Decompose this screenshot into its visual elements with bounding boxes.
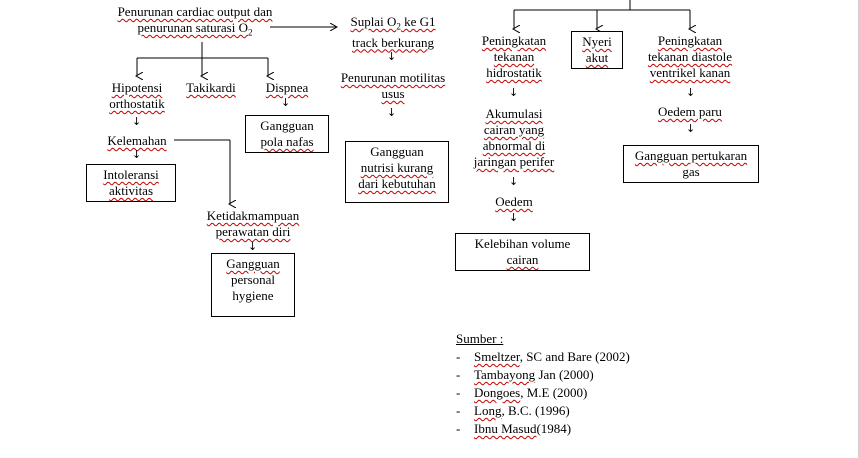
suplai-line1b: ke G1: [400, 14, 436, 29]
nyeri-line2: akut: [585, 50, 609, 65]
arrow-hipotensi-kelemahan: ↓: [132, 115, 142, 128]
source-bullet: -: [456, 385, 461, 400]
hipotensi-line1: Hipotensi: [111, 80, 163, 95]
sources-title: Sumber :: [456, 331, 504, 346]
source-item: [456, 402, 570, 420]
arrow-motilitas-nutrisi: ↓: [387, 106, 397, 119]
node-suplai: [338, 14, 448, 51]
source-detail: , B.C. (1996): [501, 403, 570, 418]
arrow-diastole-oedem-paru: ↓: [686, 86, 696, 99]
source-author: Tambayong: [474, 367, 536, 382]
pola-line2: pola nafas: [260, 134, 314, 149]
suplai-line1a: Suplai O: [350, 14, 397, 29]
nutrisi-line1: Gangguan: [370, 144, 424, 159]
source-item: [456, 384, 587, 402]
diastole-line2: tekanan diastole: [647, 49, 733, 64]
nyeri-line1: Nyeri: [582, 34, 612, 49]
source-item: [456, 348, 630, 366]
arrow-dispnea-pola: ↓: [281, 96, 291, 109]
source-bullet: -: [456, 403, 461, 418]
personal-line3: hygiene: [232, 288, 274, 303]
intoleransi-line2: aktivitas: [108, 183, 154, 198]
akumulasi-line4: jaringan perifer: [473, 154, 555, 169]
node-hipotensi: [97, 80, 177, 112]
cardiac-output-line2: penurunan saturasi O: [137, 20, 248, 35]
pertukaran-line1: Gangguan pertukaran: [634, 148, 748, 163]
diastole-line1: Peningkatan: [657, 33, 723, 48]
node-takikardi: [175, 80, 247, 96]
source-item: [456, 366, 594, 384]
box-gangguan-nutrisi: [345, 141, 449, 203]
source-item: [456, 420, 571, 438]
node-cardiac-output: [96, 4, 294, 41]
motilitas-line1: Penurunan motilitas: [340, 70, 446, 85]
akumulasi-line3: abnormal di: [482, 138, 546, 153]
box-nyeri-akut: [571, 31, 623, 69]
kelebihan-line1: Kelebihan volume: [474, 236, 571, 251]
arrow-hidrostatik-akumulasi: ↓: [509, 86, 519, 99]
source-detail: , M.E (2000): [520, 385, 588, 400]
arrow-kelemahan-intoleransi: ↓: [132, 148, 142, 161]
oedem-label: Oedem: [495, 194, 533, 209]
o2-subscript: 2: [247, 27, 253, 38]
ketidakmampuan-line2: perawatan diri: [215, 224, 291, 239]
node-ketidakmampuan: [188, 208, 318, 240]
hidrostatik-line1: Peningkatan: [481, 33, 547, 48]
intoleransi-line1: Intoleransi: [103, 167, 159, 182]
akumulasi-line2: cairan yang: [483, 122, 545, 137]
takikardi-label: Takikardi: [186, 80, 236, 95]
hipotensi-line2: orthostatik: [109, 96, 165, 111]
arrow-oedem-kelebihan: ↓: [509, 211, 519, 224]
cardiac-output-line1: Penurunan cardiac output dan: [117, 4, 273, 19]
motilitas-line2: usus: [381, 86, 405, 101]
source-author: Dongoes: [474, 385, 521, 400]
diastole-line3: ventrikel kanan: [649, 65, 731, 80]
oedem-paru-label: Oedem paru: [658, 104, 722, 119]
box-gangguan-personal-hygiene: [211, 253, 295, 317]
personal-line2: personal: [230, 272, 276, 287]
kelebihan-line2: cairan: [506, 252, 539, 267]
node-dispnea: [252, 80, 322, 96]
node-hidrostatik: [466, 33, 562, 81]
kelemahan-label: Kelemahan: [107, 133, 167, 148]
dispnea-label: Dispnea: [265, 80, 309, 95]
source-author: Smeltzer: [474, 349, 520, 364]
hidrostatik-line3: hidrostatik: [486, 65, 542, 80]
node-kelemahan: [97, 133, 177, 149]
source-detail: , SC and Bare (2002): [519, 349, 630, 364]
source-detail: Jan (2000): [535, 367, 594, 382]
source-bullet: -: [456, 349, 461, 364]
box-gangguan-pola-nafas: [245, 115, 329, 153]
arrow-ketidakmampuan-personal: ↓: [248, 240, 258, 253]
box-gangguan-pertukaran-gas: [623, 145, 759, 183]
box-kelebihan-volume-cairan: [455, 233, 590, 271]
akumulasi-line1: Akumulasi: [485, 106, 543, 121]
node-motilitas: [328, 70, 458, 102]
source-author: Ibnu Masud: [474, 421, 537, 436]
source-bullet: -: [456, 421, 461, 436]
pola-line1: Gangguan: [260, 118, 314, 133]
node-oedem: [474, 194, 554, 210]
source-author: Long: [474, 403, 502, 418]
nutrisi-line2: nutrisi kurang: [360, 160, 434, 175]
source-bullet: -: [456, 367, 461, 382]
arrow-oedem-paru-pertukaran: ↓: [686, 122, 696, 135]
nutrisi-line3: dari kebutuhan: [358, 176, 436, 191]
source-detail: (1984): [536, 421, 572, 436]
suplai-line2: track berkurang: [352, 34, 434, 50]
pertukaran-line2: gas: [682, 164, 700, 179]
box-intoleransi-aktivitas: [86, 164, 176, 202]
node-diastole: [632, 33, 748, 81]
ketidakmampuan-line1: Ketidakmampuan: [206, 208, 300, 223]
node-oedem-paru: [640, 104, 740, 120]
arrow-suplai-motilitas: ↓: [387, 50, 397, 63]
hidrostatik-line2: tekanan: [493, 49, 535, 64]
node-akumulasi: [462, 106, 566, 170]
personal-line1: Gangguan: [226, 256, 280, 271]
arrow-akumulasi-oedem: ↓: [509, 175, 519, 188]
suplai-o2-subscript: 2: [396, 21, 401, 32]
